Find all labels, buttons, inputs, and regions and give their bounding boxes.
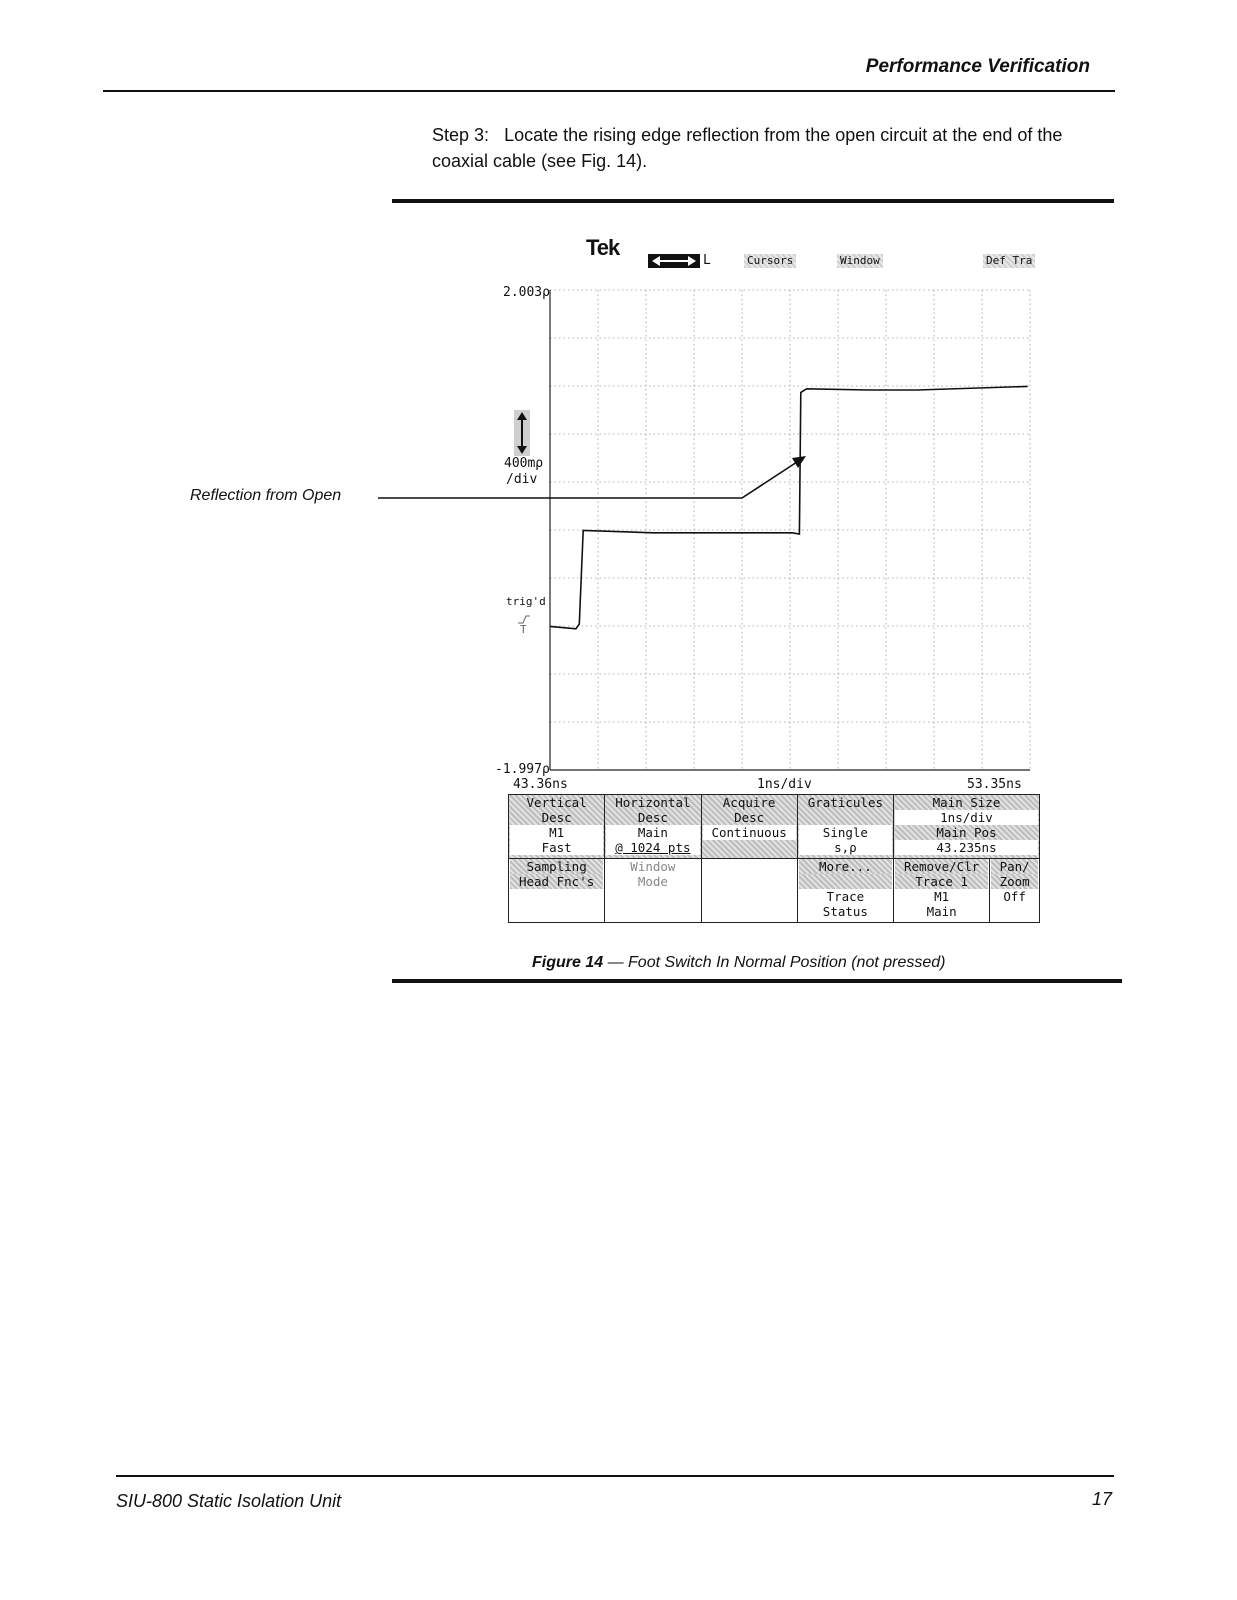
remove-value-2: Main: [926, 904, 957, 919]
trigger-marker: T: [520, 623, 527, 636]
pan-zoom-button[interactable]: [990, 859, 1040, 923]
sampling-head-button[interactable]: [509, 859, 605, 923]
window-mode-sub: Mode: [637, 874, 668, 889]
footer-rule: [116, 1475, 1114, 1477]
figure-bottom-rule: [392, 979, 1122, 983]
vdiv-unit: /div: [506, 472, 538, 487]
figure-label: Figure 14: [532, 954, 604, 971]
remove-title: Remove/Clr: [895, 859, 988, 874]
acquire-sub: Desc: [734, 810, 765, 825]
graticules-button[interactable]: [797, 795, 893, 859]
acquire-value-1: Continuous: [703, 825, 796, 840]
remove-sub: Trace 1: [895, 874, 988, 889]
graticules-value-2: s,ρ: [799, 840, 892, 855]
main-pos-title: Main Pos: [936, 825, 997, 840]
horizontal-value-2: @ 1024 pts: [606, 840, 699, 855]
acquire-desc-button[interactable]: [701, 795, 797, 859]
pan-sub: Zoom: [991, 874, 1038, 889]
graticules-value-1: Single: [799, 825, 892, 840]
horizontal-value-1: Main: [606, 825, 699, 840]
x-left-label: 43.36ns: [513, 777, 568, 792]
horizontal-sub: Desc: [637, 810, 668, 825]
page-number: 17: [1091, 1489, 1112, 1509]
x-div-label: 1ns/div: [757, 777, 812, 792]
trace-status-1: Trace: [826, 889, 865, 904]
trig-status: trig'd: [506, 595, 546, 608]
step-text: Locate the rising edge reflection from the open circuit at the end of the coaxial cable (see Fig. 14).: [432, 125, 1063, 171]
vertical-sub: Desc: [541, 810, 572, 825]
acquire-title: Acquire: [722, 795, 776, 810]
remove-value-1: M1: [934, 889, 950, 904]
vertical-value-1: M1: [510, 825, 603, 840]
trace-status-2: Status: [822, 904, 868, 919]
sampling-title: Sampling: [510, 859, 603, 874]
horizontal-desc-button[interactable]: [605, 795, 701, 859]
page-header-title: Performance Verification: [865, 56, 1090, 77]
more-button[interactable]: [797, 859, 893, 923]
callout-label: Reflection from Open: [190, 487, 342, 504]
more-title: More...: [799, 859, 892, 874]
horizontal-title: Horizontal: [615, 795, 691, 810]
vertical-title: Vertical: [526, 795, 587, 810]
sampling-sub: Head Fnc's: [510, 874, 603, 889]
vertical-desc-button[interactable]: [509, 795, 605, 859]
figure-caption-text: — Foot Switch In Normal Position (not pressed): [603, 954, 946, 971]
main-size-title: Main Size: [932, 795, 1001, 810]
main-pos-value: 43.235ns: [895, 840, 1038, 855]
scope-menu: [508, 794, 1040, 923]
window-button[interactable]: Window: [837, 254, 883, 268]
empty-menu-slot: [701, 859, 797, 923]
footer-doc-title: SIU-800 Static Isolation Unit: [116, 1491, 342, 1511]
cursors-button[interactable]: Cursors: [744, 254, 796, 268]
figure-caption: [532, 954, 946, 972]
tek-logo: Tek: [586, 235, 620, 260]
vertical-value-2: Fast: [510, 840, 603, 855]
pan-value: Off: [1003, 889, 1026, 904]
pan-title: Pan/: [991, 859, 1038, 874]
vdiv-value: 400mρ: [504, 456, 544, 471]
x-right-label: 53.35ns: [967, 777, 1022, 792]
y-top-label: 2.003ρ: [503, 285, 550, 300]
remove-clear-trace-button[interactable]: [894, 859, 990, 923]
main-size-button[interactable]: [894, 795, 1040, 859]
def-trace-button[interactable]: Def Tra: [983, 254, 1035, 268]
graticules-title: Graticules: [807, 795, 883, 810]
window-mode-title: Window: [630, 859, 676, 874]
main-size-value: 1ns/div: [895, 810, 1038, 825]
y-bottom-label: -1.997ρ: [495, 762, 550, 777]
step-label: Step 3:: [432, 125, 490, 145]
mode-indicator: L: [703, 253, 711, 268]
window-mode-button[interactable]: [605, 859, 701, 923]
